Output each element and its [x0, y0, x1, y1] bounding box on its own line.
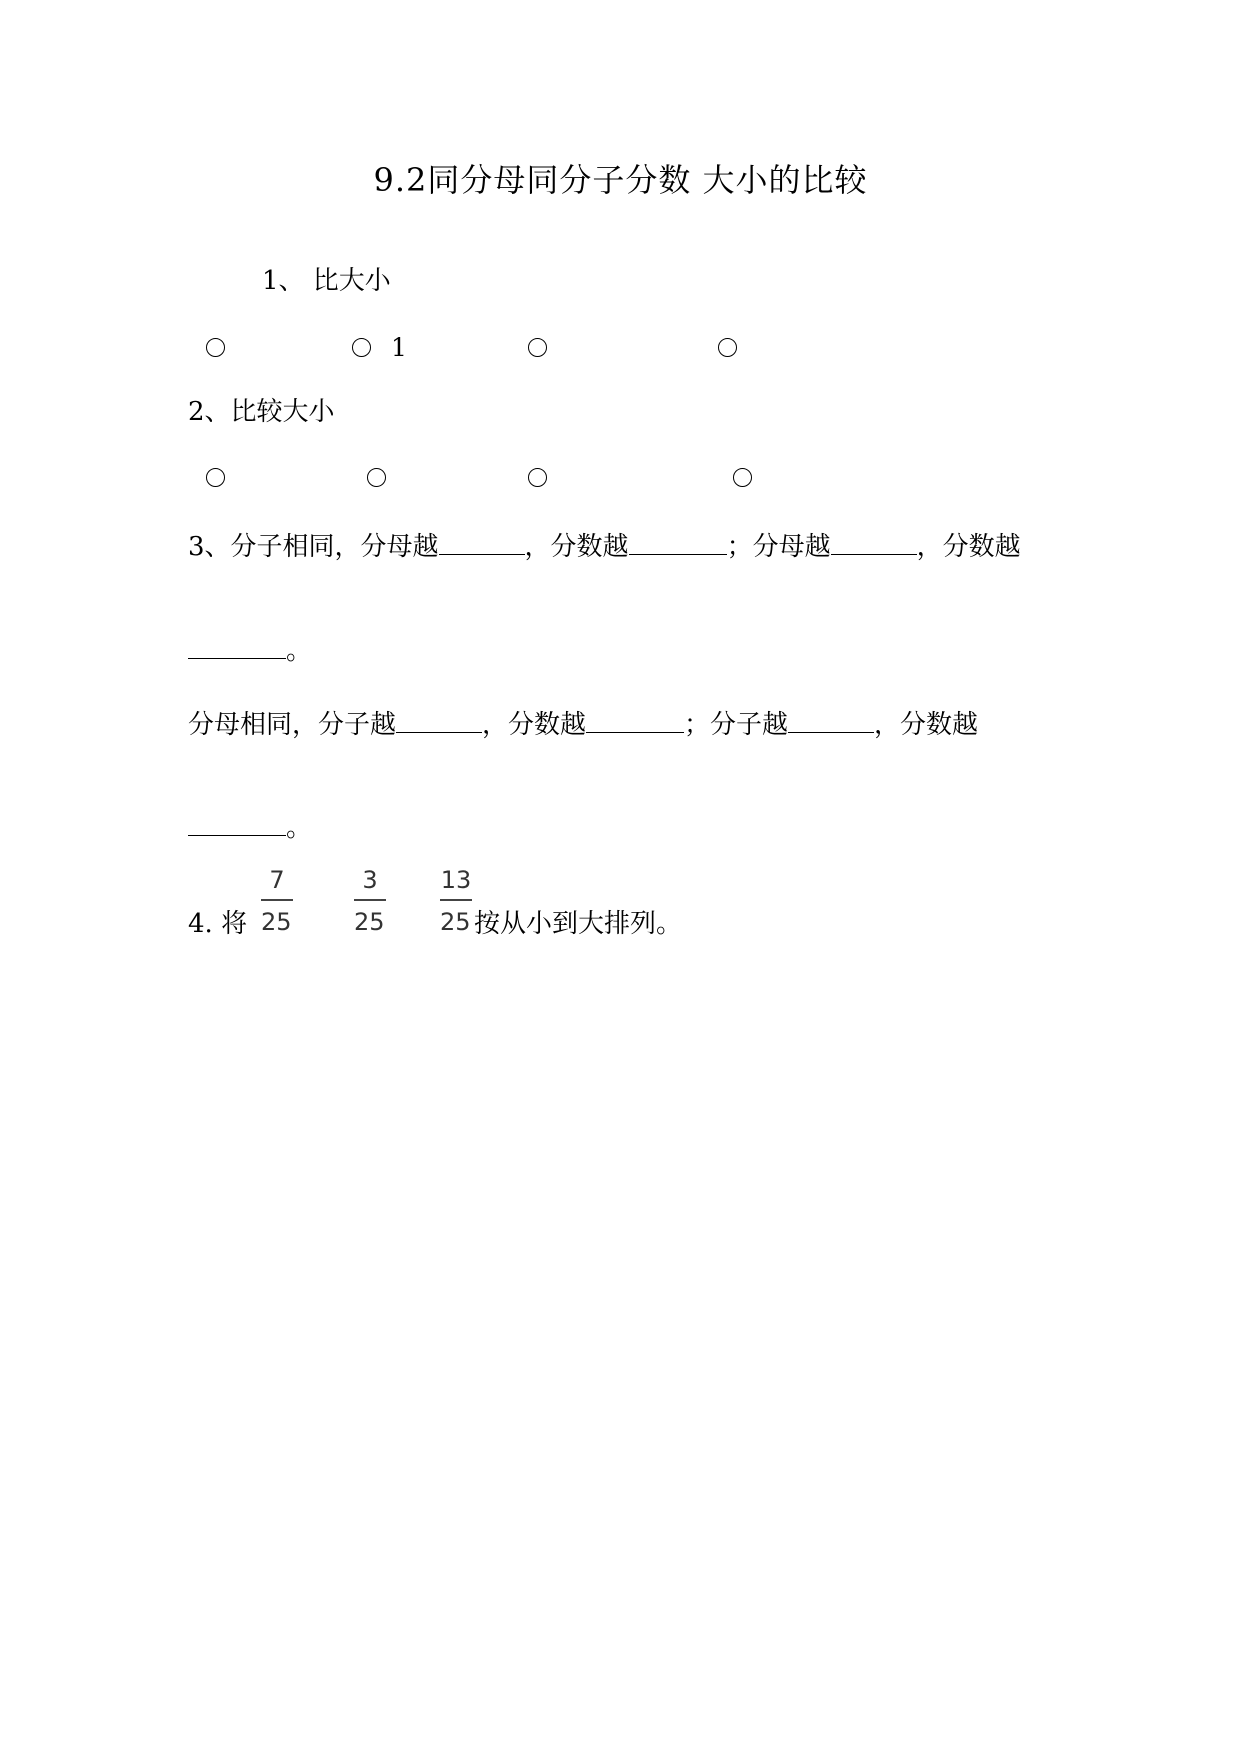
page-title: 9.2同分母同分子分数 大小的比较 [373, 161, 868, 199]
fraction-denominator: 25 [261, 908, 292, 936]
fraction-bar [440, 899, 472, 901]
question-3-line-2 [188, 632, 312, 668]
question-3-line-1 [188, 528, 1021, 564]
q3-mid-5: ；分子越 [684, 710, 789, 740]
answer-blank[interactable] [586, 706, 684, 733]
answer-blank[interactable] [439, 528, 525, 555]
comparison-circle[interactable] [528, 338, 547, 357]
number-one: 1 [391, 333, 407, 362]
comparison-circle[interactable] [206, 338, 225, 357]
answer-blank[interactable] [188, 632, 286, 659]
answer-blank[interactable] [629, 528, 727, 555]
fraction-numerator: 13 [440, 866, 472, 894]
fraction-numerator: 3 [362, 866, 378, 894]
q3-mid-6: ，分数越 [874, 710, 979, 740]
fraction-bar [261, 899, 293, 901]
q3-mid-2: ；分母越 [726, 532, 831, 562]
comparison-circle[interactable] [718, 338, 737, 357]
comparison-circle[interactable] [733, 468, 752, 487]
fraction-denominator: 25 [440, 908, 471, 936]
question-4-prefix: 4. 将 [188, 909, 248, 939]
q3-prefix: 3、分子相同，分母越 [188, 532, 439, 562]
question-3-line-4 [188, 809, 312, 845]
question-1-label: 1、 比大小 [262, 266, 391, 296]
question-4-suffix: 按从小到大排列。 [474, 909, 683, 939]
fraction-denominator: 25 [354, 908, 385, 936]
comparison-circle[interactable] [352, 338, 371, 357]
q3-prefix-2: 分母相同，分子越 [188, 710, 397, 740]
comparison-circle[interactable] [528, 468, 547, 487]
fraction-numerator: 7 [269, 866, 285, 894]
question-3-line-3 [188, 706, 978, 742]
comparison-circle[interactable] [206, 468, 225, 487]
q3-period: 。 [286, 636, 313, 666]
answer-blank[interactable] [188, 809, 286, 836]
q3-mid-1: ，分数越 [524, 532, 629, 562]
q3-period-2: 。 [286, 813, 313, 843]
q3-mid-4: ，分数越 [482, 710, 587, 740]
q3-mid-3: ，分数越 [916, 532, 1021, 562]
answer-blank[interactable] [831, 528, 917, 555]
answer-blank[interactable] [396, 706, 482, 733]
question-2-label: 2、比较大小 [188, 397, 335, 427]
fraction-bar [354, 899, 386, 901]
answer-blank[interactable] [788, 706, 874, 733]
comparison-circle[interactable] [367, 468, 386, 487]
